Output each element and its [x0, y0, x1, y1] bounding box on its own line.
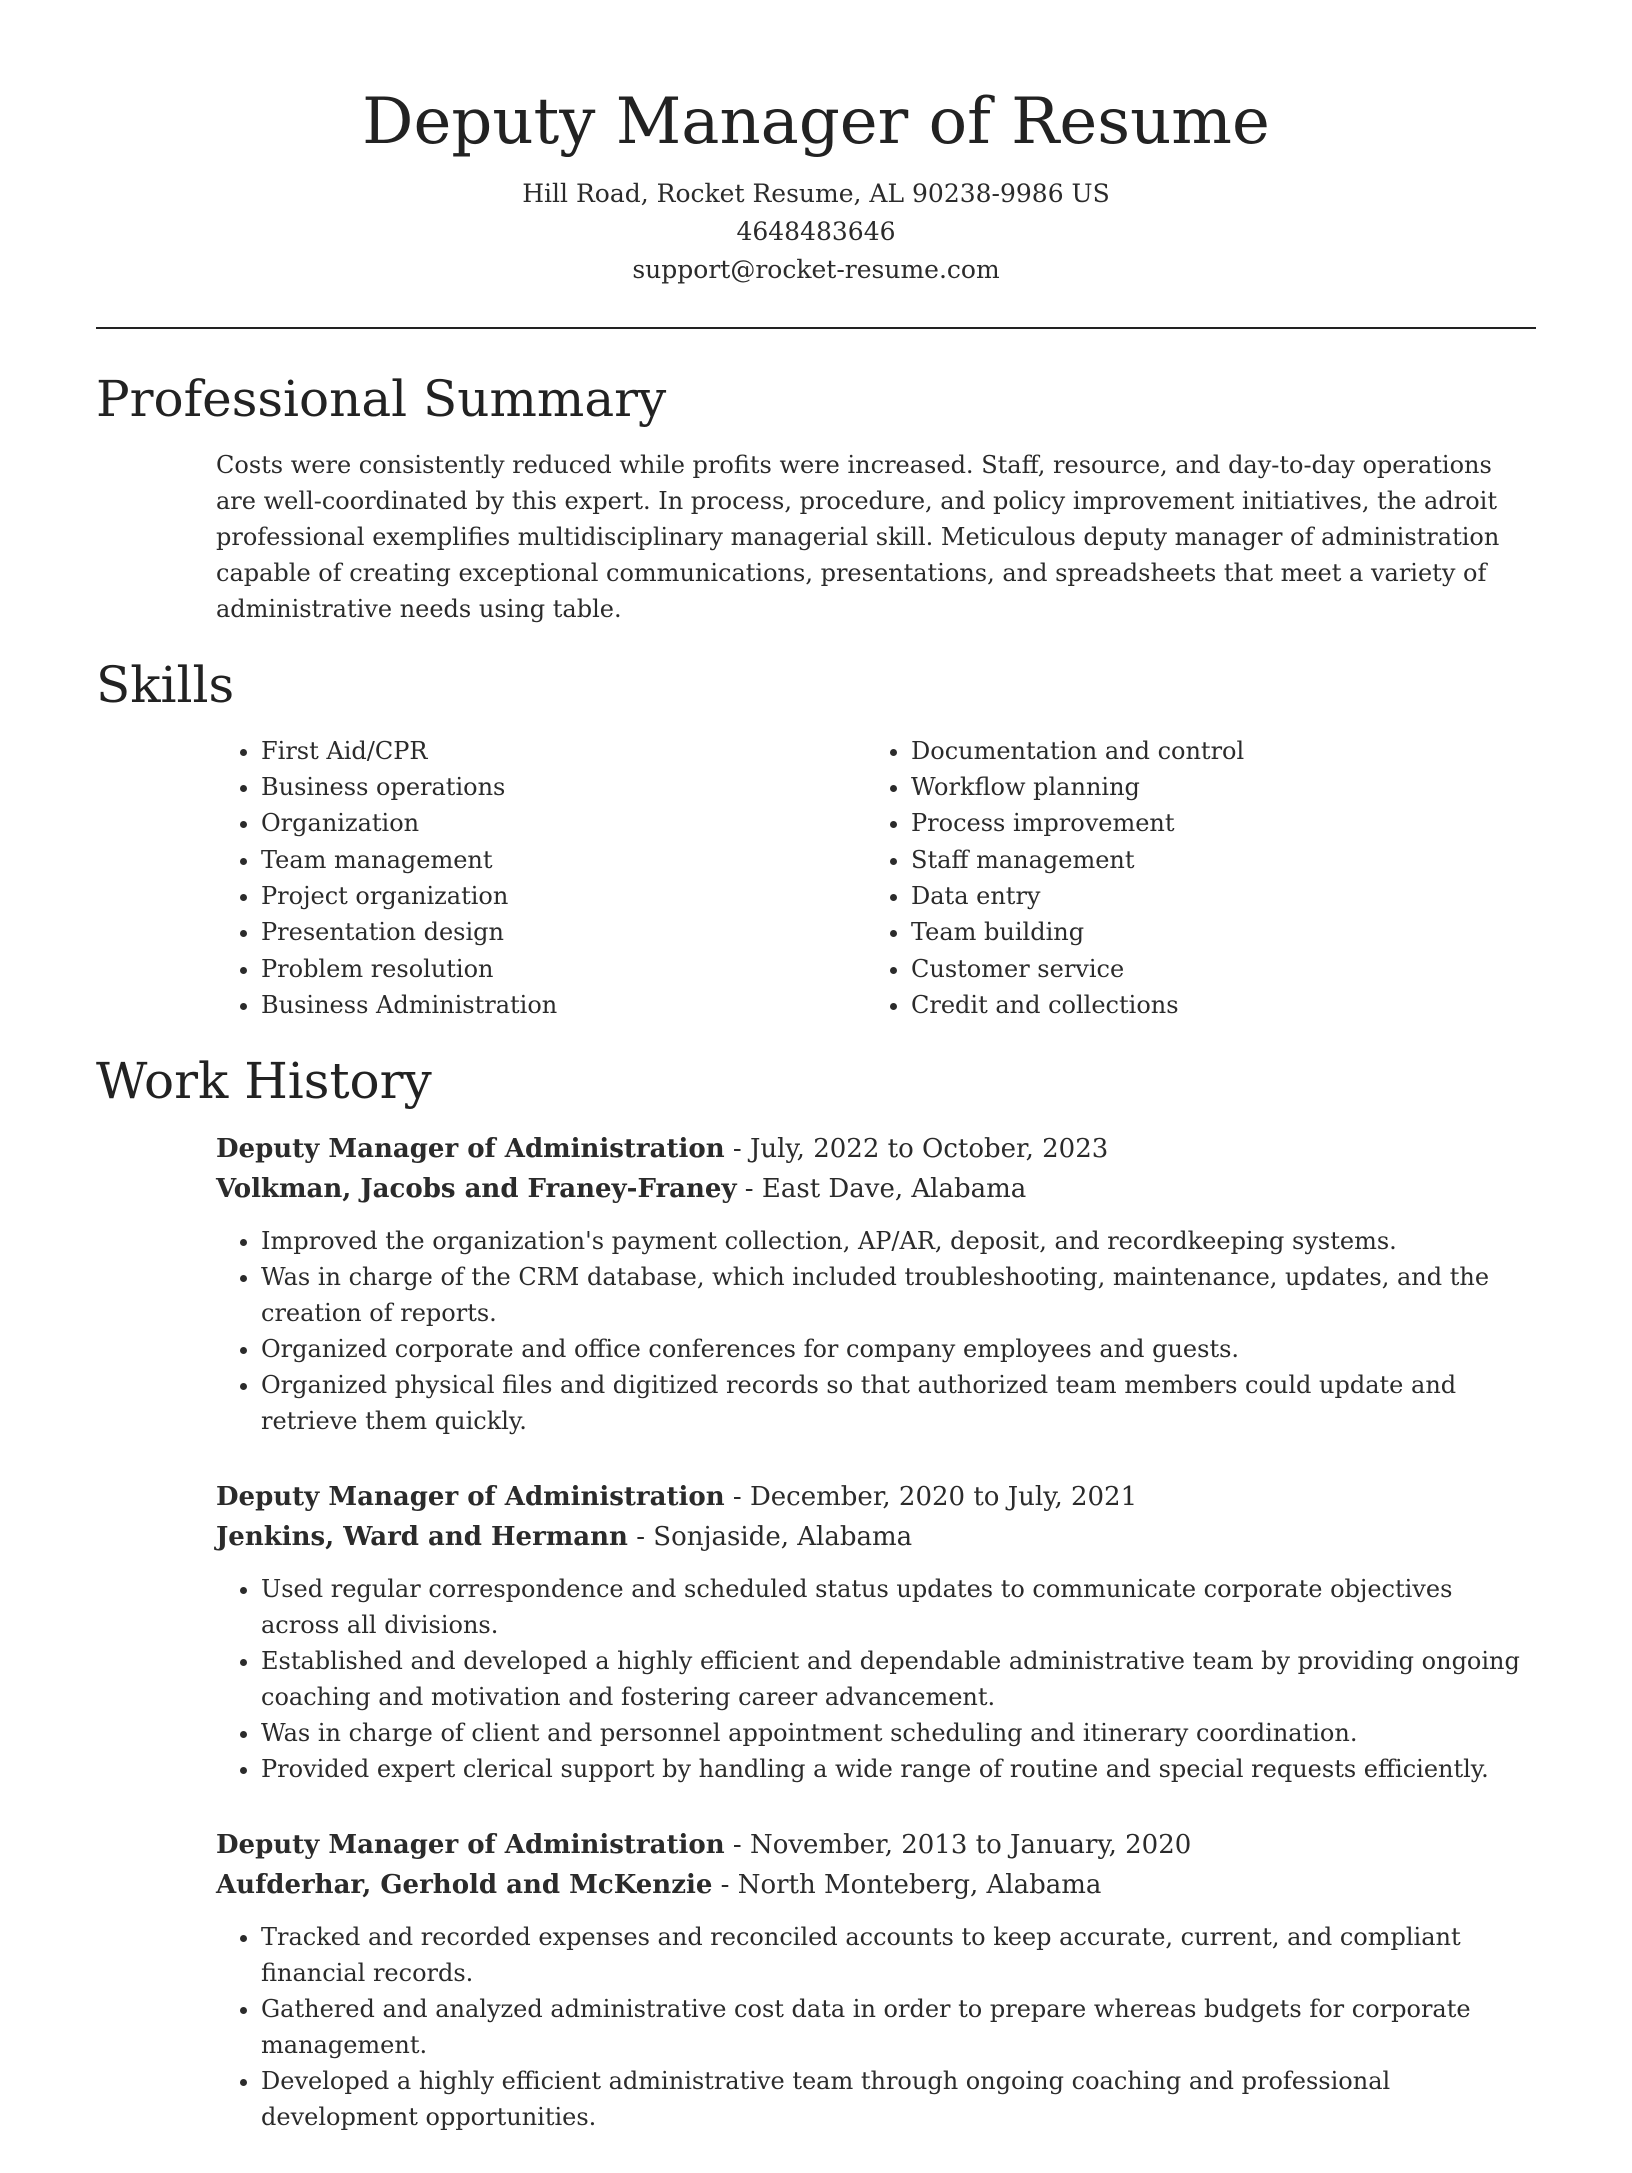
skills-list-right [866, 733, 1516, 1023]
candidate-name: Deputy Manager of Resume [362, 85, 1270, 159]
contact-phone: 4648483646 [736, 216, 896, 246]
separator: - [724, 1482, 750, 1513]
job-company: Jenkins, Ward and Hermann [216, 1522, 628, 1553]
skill-item: • Credit and collections [911, 987, 1516, 1023]
work-history-section [96, 1051, 1536, 2135]
header-divider [96, 327, 1536, 329]
separator: - [724, 1830, 750, 1861]
skill-item: • Workflow planning [911, 769, 1516, 805]
summary-section [96, 369, 1536, 627]
skill-item: • Process improvement [911, 805, 1516, 841]
skill-item: • Project organization [261, 878, 866, 914]
contact-address: Hill Road, Rocket Resume, AL 90238-9986 US [522, 178, 1110, 208]
job-company: Aufderhar, Gerhold and McKenzie [216, 1870, 713, 1901]
job-title: Deputy Manager of Administration [216, 1482, 725, 1513]
separator: - [712, 1870, 738, 1901]
job-company-line [216, 1169, 1536, 1209]
duty-item: • Was in charge of the CRM database, which included troubleshooting, maintenance, updates, and the creation of reports. [261, 1259, 1528, 1331]
job-duties-list [216, 1919, 1536, 2135]
skill-item: • Documentation and control [911, 733, 1516, 769]
summary-heading: Professional Summary [96, 369, 667, 428]
job-company: Volkman, Jacobs and Franey-Franey [216, 1174, 737, 1205]
job-location: North Monteberg, Alabama [737, 1870, 1102, 1901]
duty-item: • Tracked and recorded expenses and reconciled accounts to keep accurate, current, and compliant financial records. [261, 1919, 1528, 1991]
skill-item: • Organization [261, 805, 866, 841]
duty-item: • Improved the organization's payment collection, AP/AR, deposit, and recordkeeping systems. [261, 1223, 1528, 1259]
job-entry [216, 1825, 1536, 2135]
skill-item: • Team building [911, 914, 1516, 950]
job-dates: November, 2013 to January, 2020 [749, 1830, 1192, 1861]
separator: - [724, 1134, 750, 1165]
summary-text: Costs were consistently reduced while profits were increased. Staff, resource, and day-to-day operations are well-coordinated by this expert. In process, procedure, and policy improvement initiatives, the adroit professional exemplifies multidisciplinary managerial skill. Meticulous deputy manager of administration capable of creating exceptional communications, presentations, and spreadsheets that meet a variety of administrative needs using table. [216, 450, 1500, 623]
job-dates: December, 2020 to July, 2021 [749, 1482, 1138, 1513]
contact-email: support@rocket-resume.com [632, 254, 1000, 284]
resume-header [96, 0, 1536, 289]
contact-block [96, 175, 1536, 289]
job-title-line [216, 1477, 1536, 1517]
duty-item: • Used regular correspondence and scheduled status updates to communicate corporate objectives across all divisions. [261, 1571, 1528, 1643]
skill-item: • Business Administration [261, 987, 866, 1023]
job-title: Deputy Manager of Administration [216, 1830, 725, 1861]
skills-section [96, 655, 1536, 1023]
job-location: East Dave, Alabama [761, 1174, 1027, 1205]
job-title-line [216, 1825, 1536, 1865]
duty-item: • Gathered and analyzed administrative cost data in order to prepare whereas budgets for corporate management. [261, 1991, 1528, 2063]
skill-item: • Problem resolution [261, 951, 866, 987]
job-entry [216, 1477, 1536, 1787]
skill-item: • Presentation design [261, 914, 866, 950]
skill-item: • Staff management [911, 842, 1516, 878]
duty-item: • Organized corporate and office conferences for company employees and guests. [261, 1331, 1528, 1367]
skills-heading: Skills [96, 655, 235, 714]
duty-item: • Developed a highly efficient administrative team through ongoing coaching and professional development opportunities. [261, 2063, 1528, 2135]
resume-page [96, 0, 1536, 2173]
job-title-line [216, 1129, 1536, 1169]
separator: - [736, 1174, 762, 1205]
job-company-line [216, 1865, 1536, 1905]
duty-item: • Provided expert clerical support by handling a wide range of routine and special requests efficiently. [261, 1751, 1528, 1787]
skill-item: • Team management [261, 842, 866, 878]
job-location: Sonjaside, Alabama [653, 1522, 913, 1553]
job-duties-list [216, 1571, 1536, 1787]
skill-item: • Data entry [911, 878, 1516, 914]
skill-item: • First Aid/CPR [261, 733, 866, 769]
job-duties-list [216, 1223, 1536, 1439]
skills-list-left [216, 733, 866, 1023]
separator: - [627, 1522, 654, 1553]
job-title: Deputy Manager of Administration [216, 1134, 725, 1165]
skill-item: • Customer service [911, 951, 1516, 987]
work-history-heading: Work History [96, 1052, 432, 1111]
job-entry [216, 1129, 1536, 1439]
duty-item: • Organized physical files and digitized records so that authorized team members could update and retrieve them quickly. [261, 1367, 1528, 1439]
job-company-line [216, 1517, 1536, 1557]
duty-item: • Was in charge of client and personnel appointment scheduling and itinerary coordination. [261, 1715, 1528, 1751]
duty-item: • Established and developed a highly efficient and dependable administrative team by providing ongoing coaching and motivation and fostering career advancement. [261, 1643, 1528, 1715]
job-dates: July, 2022 to October, 2023 [749, 1134, 1109, 1165]
skill-item: • Business operations [261, 769, 866, 805]
